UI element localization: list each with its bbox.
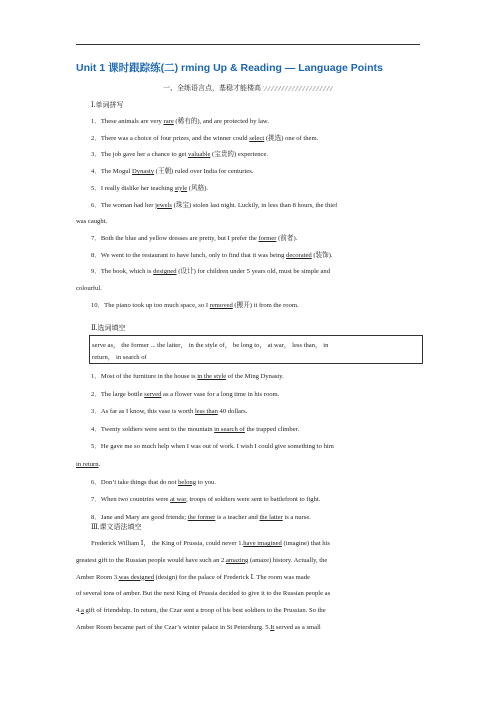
question-text: 3．As far as I know, this vase is worth [91,408,195,416]
word-bank-box [89,335,423,364]
question-text: 4．Twenty soldiers were sent to the mountain [91,425,215,433]
question-line [91,135,318,143]
passage-text: greatest gift to the Russian people would have such an 2. [76,556,226,564]
passage-text: Frederick William Ⅰ， the King of Prussia, could never 1. [91,540,244,547]
part3-heading: Ⅲ.课文语法填空 [91,523,142,531]
answer-text: in the style [197,373,227,380]
answer-text: at war [170,496,187,504]
part2-heading: Ⅱ.选词填空 [91,324,126,332]
question-text: is a teacher and [215,513,260,521]
question-line [91,168,253,176]
answer-text: served [144,390,162,398]
word-bank-line: serve as， the former ... the latter， in the style of， be long to， at war， less than， in [92,342,329,349]
question-text: . [98,461,101,468]
page-title: Unit 1 课时跟踪练(二) rming Up & Reading — Language Points [76,62,383,74]
passage-text: (design) for the palace of Frederick Ⅰ. The room was made [154,573,310,581]
answer-text: removed [209,301,233,309]
word-bank-line: return， in search of [92,354,147,361]
question-line [91,408,247,416]
question-line [91,235,297,243]
question-text: (挑选) one of them. [264,134,319,142]
answer-text: a [80,607,84,615]
question-line [91,443,334,451]
question-text: 9．The book, which is [91,268,154,276]
question-text: (搬开) it from the room. [232,301,299,309]
passage-line [76,607,326,615]
passage-text: (imagine) that his [281,540,331,547]
question-text: the trapped climber. [244,425,300,433]
answer-text: belong [178,478,197,486]
answer-text: Dynasty [132,168,155,176]
passage-text: (amaze) history. Actually, the [248,556,328,564]
question-text: 2．The large bottle [91,390,145,398]
question-line [91,185,208,193]
question-text: 5．I really dislike her teaching [91,184,175,192]
question-line [91,496,320,504]
question-text: (风格). [187,184,209,192]
question-text: 1．Most of the furniture in the house is [91,373,198,380]
passage-line [76,574,310,582]
passage-line [76,624,321,632]
question-line [91,514,311,522]
question-text: 8．We went to the restaurant to have lunch, only to find that it was being [91,251,287,259]
question-text: 6．The woman had her [91,201,156,209]
question-text: 8．Jane and Mary are good friends; [91,513,188,521]
decorative-hatch [263,86,333,91]
header-rule [76,44,420,45]
question-line [91,268,330,276]
answer-text: less than [194,408,218,416]
question-line [91,202,337,210]
answer-text: in return [76,461,99,468]
question-text: 4．The Mogul [91,168,133,176]
answer-text: valuable [188,151,211,159]
passage-text: gift of friendship. In return, the Czar sent a troop of his best soldiers to the Prussian. So the [83,607,326,615]
question-line [91,391,279,399]
passage-text: Amber Room 3. [76,573,119,581]
answer-text: the former [187,513,216,521]
answer-text: former [258,234,277,242]
question-text: 5．He gave me so much help when I was out of work. I wish I could give something to him [91,443,334,451]
answer-text: It [270,624,275,631]
passage-line [76,590,330,598]
section-heading [0,83,496,93]
answer-text: style [174,184,188,192]
question-line [91,252,333,260]
section-label: 一、全练语言点，基稳才能楼高 [163,84,261,92]
passage-line [91,540,330,548]
question-text: to you. [196,478,216,486]
answer-text: rare [163,118,174,125]
question-text: 10．The piano took up too much space, so I [91,301,210,309]
part1-heading: Ⅰ.单词拼写 [91,101,124,109]
question-line [91,373,284,381]
answer-text: decorated [286,251,312,259]
answer-text: have imagined [243,540,282,547]
answer-text: select [249,134,265,142]
question-line [91,151,268,159]
question-text: (稀有的), and are protected by law. [173,118,269,125]
question-line [91,426,299,434]
question-text: (宝贵的) experience. [210,151,269,159]
passage-text: 4. [76,607,81,615]
question-text: (前者). [276,234,298,242]
question-text: 40 dollars. [217,408,248,416]
question-text: (装饰). [311,251,333,259]
passage-text: Amber Room became part of the Czar’s winter palace in St Petersburg. 5. [76,624,271,631]
question-text: (王朝) ruled over India for centuries. [154,168,254,176]
question-text: , troops of soldiers were sent to battlefront to fight. [186,496,321,504]
question-line [76,461,100,469]
question-text: 7．Both the blue and yellow dresses are pretty, but I prefer the [91,234,259,242]
question-text: as a flower vase for a long time in his room. [161,390,280,398]
answer-text: the latter [259,513,283,521]
question-text: colourful. [76,285,102,292]
question-text: 6．Don’t take things that do not [91,478,179,486]
question-text: is a nurse. [282,513,311,521]
question-line [91,118,269,126]
passage-text: of several tons of amber. But the next King of Prussia decided to give it to the Russian people as [76,590,331,598]
question-text: 3．The job gave her a chance to get [91,151,189,159]
answer-text: jewels [155,201,172,209]
question-text: (设计) for children under 5 years old, must be simple and [176,268,330,276]
question-text: 1．These animals are very [91,118,164,125]
passage-text: served as a small [274,624,321,631]
question-text: (珠宝) stolen last night. Luckily, in less than 8 hours, the thief [171,201,338,209]
answer-text: designed [153,268,177,276]
question-text: was caught. [76,218,108,226]
question-line [91,479,216,487]
question-text: 7．When two countries were [91,496,171,504]
question-line [91,302,299,310]
answer-text: amazing [225,556,249,564]
question-line [76,218,107,226]
question-text: 2．There was a choice of four prizes, and the winner could [91,134,250,142]
passage-line [76,557,327,565]
question-line [76,285,102,293]
answer-text: was designed [118,573,155,581]
question-text: of the Ming Dynasty. [226,373,284,380]
answer-text: in search of [214,425,245,433]
